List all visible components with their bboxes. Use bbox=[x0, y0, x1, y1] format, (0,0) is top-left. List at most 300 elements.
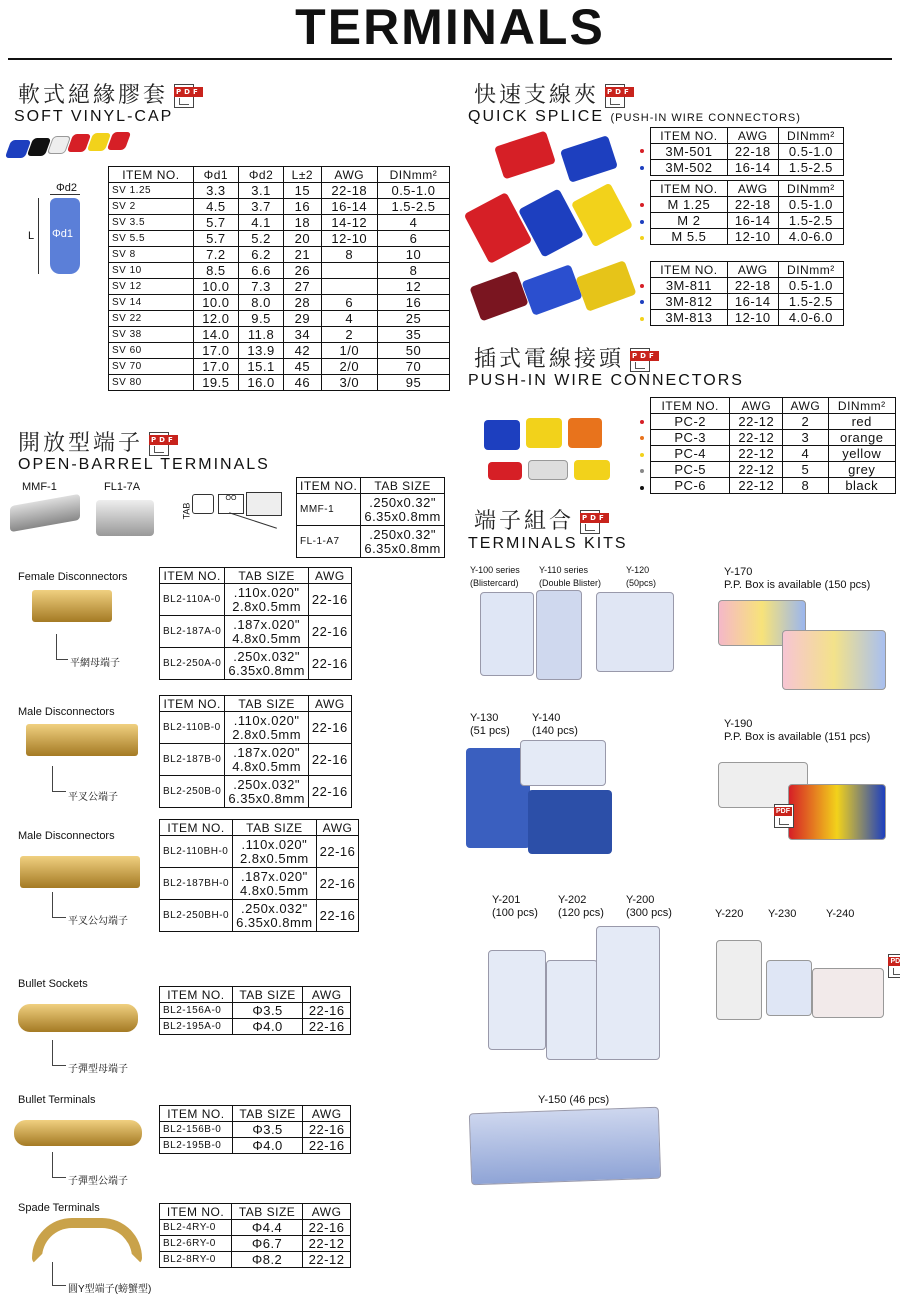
table-cell: 1.5-2.5 bbox=[377, 199, 449, 215]
table-row bbox=[160, 1236, 351, 1252]
tab-size-mm: 4.8x0.5mm bbox=[232, 630, 302, 646]
table-row bbox=[651, 229, 844, 245]
table-cell: ITEM NO. bbox=[160, 820, 233, 836]
table-cell: 28 bbox=[284, 295, 321, 311]
table-cell: 2/0 bbox=[321, 359, 377, 375]
y200-kit-image bbox=[596, 926, 660, 1060]
table-cell: DINmm² bbox=[377, 167, 449, 183]
y220-caption: Y-220 bbox=[715, 908, 744, 920]
table-row bbox=[651, 213, 844, 229]
bullet-terminal-image bbox=[14, 1120, 142, 1146]
table-cell: 3M-502 bbox=[651, 160, 728, 176]
table-cell: BL2-8RY-0 bbox=[160, 1252, 232, 1268]
table-cell: SV 8 bbox=[109, 247, 194, 263]
table-cell: 27 bbox=[284, 279, 321, 295]
table-cell: 22-12 bbox=[303, 1236, 351, 1252]
table-row bbox=[109, 279, 450, 295]
table-cell: 16 bbox=[377, 295, 449, 311]
table-cell: 26 bbox=[284, 263, 321, 279]
tab-size-inch: .250x0.32" bbox=[369, 526, 436, 542]
table-cell: 22-16 bbox=[303, 1220, 351, 1236]
table-cell: 1/0 bbox=[321, 343, 377, 359]
table-cell: 3M-812 bbox=[651, 294, 728, 310]
table-cell: 13.9 bbox=[238, 343, 283, 359]
table-cell: TAB SIZE bbox=[232, 987, 303, 1003]
table-row bbox=[651, 310, 844, 326]
table-row bbox=[109, 311, 450, 327]
mmf1-label: MMF-1 bbox=[22, 481, 57, 493]
table-cell: SV 1.25 bbox=[109, 183, 194, 199]
push-in-zh-heading: 插式電線接頭PDF bbox=[474, 342, 650, 373]
table-row bbox=[109, 183, 450, 199]
table-cell: 22-16 bbox=[316, 900, 359, 932]
y140-box-image bbox=[528, 790, 612, 854]
female-disconnectors-table bbox=[159, 567, 352, 680]
table-cell: 22-16 bbox=[308, 776, 351, 808]
table-cell: TAB SIZE bbox=[232, 1106, 303, 1122]
table-cell: BL2-110B-0 bbox=[160, 712, 225, 744]
table-cell: 22-16 bbox=[308, 648, 351, 680]
table-row bbox=[160, 1106, 351, 1122]
table-cell: 22-12 bbox=[730, 414, 783, 430]
tab-size-inch: .250x.032" bbox=[233, 776, 300, 792]
table-cell: 10 bbox=[377, 247, 449, 263]
y201-kit-image bbox=[488, 950, 546, 1050]
table-cell: 0.5-1.0 bbox=[778, 278, 843, 294]
table-row bbox=[651, 478, 896, 494]
tab-diagram: TAB OO bbox=[178, 488, 288, 540]
table-cell: 22-16 bbox=[316, 868, 359, 900]
table-cell: Φd1 bbox=[193, 167, 238, 183]
table-cell: TAB SIZE bbox=[232, 1204, 303, 1220]
y202-kit-image bbox=[546, 960, 598, 1060]
table-cell: 22-16 bbox=[308, 744, 351, 776]
table-row bbox=[160, 568, 352, 584]
table-cell: 4.5 bbox=[193, 199, 238, 215]
table-cell: BL2-250A-0 bbox=[160, 648, 225, 680]
table-cell: 46 bbox=[284, 375, 321, 391]
table-cell: SV 3.5 bbox=[109, 215, 194, 231]
table-cell: 22-18 bbox=[727, 278, 778, 294]
table-cell: ITEM NO. bbox=[160, 568, 225, 584]
y190-caption: Y-190 P.P. Box is available (151 pcs) bbox=[724, 718, 871, 743]
table-row bbox=[651, 398, 896, 414]
table-cell: 14.0 bbox=[193, 327, 238, 343]
table-cell: DINmm² bbox=[778, 128, 843, 144]
table-cell: 22-16 bbox=[308, 584, 351, 616]
table-cell: PC-3 bbox=[651, 430, 730, 446]
table-cell: 22-16 bbox=[316, 836, 359, 868]
tab-size-mm: 6.35x0.8mm bbox=[228, 790, 305, 806]
table-row bbox=[297, 494, 445, 526]
table-row bbox=[109, 343, 450, 359]
vinyl-en-heading: SOFT VINYL-CAP bbox=[14, 108, 174, 125]
table-row bbox=[109, 215, 450, 231]
table-row bbox=[160, 776, 352, 808]
fl17a-label: FL1-7A bbox=[104, 481, 141, 493]
table-cell: 22-16 bbox=[303, 1138, 351, 1154]
table-row bbox=[651, 462, 896, 478]
bullet-terminals-table bbox=[159, 1105, 351, 1154]
table-cell: 15 bbox=[284, 183, 321, 199]
table-cell: ITEM NO. bbox=[651, 128, 728, 144]
table-cell: Φ3.5 bbox=[232, 1122, 303, 1138]
table-cell: 12-10 bbox=[727, 310, 778, 326]
table-row bbox=[160, 712, 352, 744]
table-cell: 22-16 bbox=[308, 616, 351, 648]
table-row bbox=[160, 648, 352, 680]
table-cell: 8 bbox=[783, 478, 828, 494]
table-row bbox=[109, 327, 450, 343]
table-cell: Φ4.0 bbox=[232, 1019, 303, 1035]
quick-splice-table-3m-800 bbox=[650, 261, 844, 326]
table-cell: Φ8.2 bbox=[232, 1252, 303, 1268]
table-cell: TAB SIZE bbox=[233, 820, 317, 836]
tab-size-inch: .187x.020" bbox=[241, 868, 308, 884]
tab-size-inch: .187x.020" bbox=[233, 744, 300, 760]
table-cell: 16-14 bbox=[321, 199, 377, 215]
table-cell: M 5.5 bbox=[651, 229, 728, 245]
table-cell: 4 bbox=[321, 311, 377, 327]
table-cell: 16-14 bbox=[727, 160, 778, 176]
table-cell: 0.5-1.0 bbox=[377, 183, 449, 199]
y202-caption: Y-202 (120 pcs) bbox=[558, 894, 604, 919]
table-cell: 19.5 bbox=[193, 375, 238, 391]
table-cell: grey bbox=[828, 462, 896, 478]
table-cell: SV 14 bbox=[109, 295, 194, 311]
y170-caption: Y-170 P.P. Box is available (150 pcs) bbox=[724, 566, 871, 591]
table-cell bbox=[321, 263, 377, 279]
table-cell: AWG bbox=[303, 1204, 351, 1220]
table-row bbox=[160, 616, 352, 648]
bullet-socket-zh-label: 子彈型母端子 bbox=[68, 1064, 128, 1075]
table-cell: 9.5 bbox=[238, 311, 283, 327]
table-cell: MMF-1 bbox=[297, 494, 361, 526]
table-cell: 34 bbox=[284, 327, 321, 343]
table-row bbox=[160, 696, 352, 712]
male-disconnectors-table bbox=[159, 695, 352, 808]
table-row bbox=[651, 181, 844, 197]
table-cell: 1.5-2.5 bbox=[778, 160, 843, 176]
table-cell: 6 bbox=[321, 295, 377, 311]
table-row bbox=[109, 295, 450, 311]
pdf-icon[interactable] bbox=[888, 954, 900, 978]
table-cell: AWG bbox=[727, 181, 778, 197]
table-cell: 25 bbox=[377, 311, 449, 327]
table-cell bbox=[361, 494, 445, 526]
table-cell: M 1.25 bbox=[651, 197, 728, 213]
table-cell: 8 bbox=[321, 247, 377, 263]
y120-caption: Y-120 (50pcs) bbox=[626, 565, 657, 588]
table-cell: 11.8 bbox=[238, 327, 283, 343]
quick-splice-images bbox=[468, 130, 644, 340]
y150-caption: Y-150 (46 pcs) bbox=[538, 1094, 610, 1106]
tab-size-inch: .250x0.32" bbox=[369, 494, 436, 510]
table-cell: 22-12 bbox=[730, 446, 783, 462]
table-row bbox=[160, 1138, 351, 1154]
table-cell: PC-2 bbox=[651, 414, 730, 430]
table-cell: 12-10 bbox=[321, 231, 377, 247]
table-cell: 29 bbox=[284, 311, 321, 327]
tab-size-inch: .250x.032" bbox=[241, 900, 308, 916]
open-barrel-zh-heading: 開放型端子PDF bbox=[18, 426, 169, 457]
table-cell: 4 bbox=[377, 215, 449, 231]
table-cell: Φ4.4 bbox=[232, 1220, 303, 1236]
table-cell: Φ3.5 bbox=[232, 1003, 303, 1019]
y100-caption: Y-100 series (Blistercard) bbox=[470, 565, 520, 588]
bullet-socket-image bbox=[18, 1004, 138, 1032]
table-cell: DINmm² bbox=[778, 262, 843, 278]
open-barrel-en-heading: OPEN-BARREL TERMINALS bbox=[18, 456, 270, 473]
table-row bbox=[651, 197, 844, 213]
tab-size-inch: .110x.020" bbox=[233, 584, 300, 600]
table-cell: Φd2 bbox=[238, 167, 283, 183]
table-cell: 10.0 bbox=[193, 279, 238, 295]
open-barrel-table bbox=[296, 477, 445, 558]
table-cell: 7.3 bbox=[238, 279, 283, 295]
table-cell: 3 bbox=[783, 430, 828, 446]
table-cell bbox=[321, 279, 377, 295]
table-cell: 22-18 bbox=[727, 197, 778, 213]
table-cell: 16-14 bbox=[727, 294, 778, 310]
tab-size-mm: 2.8x0.5mm bbox=[232, 598, 302, 614]
table-row bbox=[651, 262, 844, 278]
mmf1-terminal-image bbox=[10, 494, 80, 532]
y170-box-image bbox=[782, 630, 886, 690]
y200-caption: Y-200 (300 pcs) bbox=[626, 894, 672, 919]
kits-zh-heading: 端子組合PDF bbox=[474, 504, 600, 535]
table-cell: 22-12 bbox=[303, 1252, 351, 1268]
table-cell: 5 bbox=[783, 462, 828, 478]
table-row bbox=[160, 836, 359, 868]
vinyl-zh-heading: 軟式絕緣膠套PDF bbox=[18, 78, 194, 109]
table-cell: 6.2 bbox=[238, 247, 283, 263]
table-cell: BL2-6RY-0 bbox=[160, 1236, 232, 1252]
y240-caption: Y-240 bbox=[826, 908, 855, 920]
table-row bbox=[160, 987, 351, 1003]
table-cell: 20 bbox=[284, 231, 321, 247]
table-cell: 4 bbox=[783, 446, 828, 462]
table-cell: red bbox=[828, 414, 896, 430]
table-cell: 3.3 bbox=[193, 183, 238, 199]
push-in-connectors-image bbox=[478, 398, 628, 490]
tab-size-mm: 4.8x0.5mm bbox=[232, 758, 302, 774]
table-cell: AWG bbox=[783, 398, 828, 414]
table-cell: 2 bbox=[321, 327, 377, 343]
table-cell: 17.0 bbox=[193, 343, 238, 359]
pdf-icon[interactable] bbox=[774, 804, 794, 828]
table-row bbox=[109, 167, 450, 183]
male-hook-disconnector-image bbox=[20, 856, 140, 888]
table-cell: AWG bbox=[321, 167, 377, 183]
table-row bbox=[160, 900, 359, 932]
table-cell: 22-12 bbox=[730, 462, 783, 478]
table-row bbox=[160, 1204, 351, 1220]
male-hook-disconnectors-table bbox=[159, 819, 359, 932]
tab-size-inch: .110x.020" bbox=[233, 712, 300, 728]
y130-caption: Y-130 (51 pcs) bbox=[470, 712, 510, 737]
table-row bbox=[160, 1252, 351, 1268]
table-cell: 18 bbox=[284, 215, 321, 231]
table-row bbox=[109, 263, 450, 279]
cap-blue bbox=[5, 140, 32, 158]
table-cell: ITEM NO. bbox=[109, 167, 194, 183]
table-cell: 22-12 bbox=[730, 478, 783, 494]
table-cell: 0.5-1.0 bbox=[778, 197, 843, 213]
spade-zh-label: 圓Y型端子(螃蟹型) bbox=[68, 1284, 152, 1295]
bullet-sockets-label: Bullet Sockets bbox=[18, 978, 88, 990]
table-cell: 14-12 bbox=[321, 215, 377, 231]
table-row bbox=[160, 1220, 351, 1236]
table-row bbox=[160, 744, 352, 776]
table-cell: ITEM NO. bbox=[160, 696, 225, 712]
table-cell: 35 bbox=[377, 327, 449, 343]
table-cell: AWG bbox=[303, 987, 351, 1003]
table-cell: M 2 bbox=[651, 213, 728, 229]
table-cell: ITEM NO. bbox=[160, 1106, 233, 1122]
y140-kit-image bbox=[520, 740, 606, 786]
y140-caption: Y-140 (140 pcs) bbox=[532, 712, 578, 737]
male2-zh-label: 平叉公勾端子 bbox=[68, 916, 128, 927]
y201-caption: Y-201 (100 pcs) bbox=[492, 894, 538, 919]
table-row bbox=[109, 375, 450, 391]
table-row bbox=[297, 526, 445, 558]
bullet-sockets-table bbox=[159, 986, 351, 1035]
push-in-en-heading: PUSH-IN WIRE CONNECTORS bbox=[468, 372, 744, 389]
table-row bbox=[109, 359, 450, 375]
table-cell: 12 bbox=[377, 279, 449, 295]
table-cell: 50 bbox=[377, 343, 449, 359]
table-cell: 22-16 bbox=[308, 712, 351, 744]
table-cell: SV 22 bbox=[109, 311, 194, 327]
table-row bbox=[651, 414, 896, 430]
table-cell: TAB SIZE bbox=[225, 696, 309, 712]
spade-terminals-label: Spade Terminals bbox=[18, 1202, 100, 1214]
table-cell: PC-6 bbox=[651, 478, 730, 494]
table-cell: BL2-195B-0 bbox=[160, 1138, 233, 1154]
table-cell: 1.5-2.5 bbox=[778, 294, 843, 310]
male-disconnector-image bbox=[26, 724, 138, 756]
table-cell: AWG bbox=[730, 398, 783, 414]
table-row bbox=[651, 430, 896, 446]
table-cell: 22-16 bbox=[303, 1019, 351, 1035]
table-cell: 3.1 bbox=[238, 183, 283, 199]
quick-splice-en-heading: QUICK SPLICE (PUSH-IN WIRE CONNECTORS) bbox=[468, 108, 801, 125]
bullet-terminals-label: Bullet Terminals bbox=[18, 1094, 96, 1106]
table-cell: 70 bbox=[377, 359, 449, 375]
table-cell: 16.0 bbox=[238, 375, 283, 391]
table-cell: 21 bbox=[284, 247, 321, 263]
table-cell: 5.7 bbox=[193, 231, 238, 247]
table-cell: L±2 bbox=[284, 167, 321, 183]
table-cell: 7.2 bbox=[193, 247, 238, 263]
pdf-icon[interactable] bbox=[174, 84, 194, 108]
table-cell: SV 80 bbox=[109, 375, 194, 391]
pdf-icon[interactable] bbox=[580, 510, 600, 534]
table-cell: BL2-4RY-0 bbox=[160, 1220, 232, 1236]
quick-splice-zh-heading: 快速支線夾PDF bbox=[474, 78, 625, 109]
table-cell: 3M-813 bbox=[651, 310, 728, 326]
female-disconnector-image bbox=[32, 590, 112, 622]
table-cell: SV 12 bbox=[109, 279, 194, 295]
table-cell: ITEM NO. bbox=[160, 987, 233, 1003]
table-cell bbox=[225, 744, 309, 776]
y230-caption: Y-230 bbox=[768, 908, 797, 920]
table-row bbox=[160, 1003, 351, 1019]
table-row bbox=[651, 144, 844, 160]
table-row bbox=[160, 1122, 351, 1138]
pdf-icon[interactable] bbox=[149, 432, 169, 456]
female-zh-label: 平網母端子 bbox=[70, 658, 120, 669]
table-cell: 5.7 bbox=[193, 215, 238, 231]
push-in-table bbox=[650, 397, 896, 494]
pdf-icon[interactable] bbox=[630, 348, 650, 372]
table-cell: BL2-187A-0 bbox=[160, 616, 225, 648]
table-row bbox=[160, 584, 352, 616]
tab-size-inch: .187x.020" bbox=[233, 616, 300, 632]
table-row bbox=[160, 820, 359, 836]
male1-zh-label: 平叉公端子 bbox=[68, 792, 118, 803]
table-cell: yellow bbox=[828, 446, 896, 462]
table-cell bbox=[361, 526, 445, 558]
y110-caption: Y-110 series (Double Blister) bbox=[539, 565, 602, 588]
table-cell: ITEM NO. bbox=[651, 262, 728, 278]
tab-size-mm: 6.35x0.8mm bbox=[236, 914, 313, 930]
table-cell: BL2-156B-0 bbox=[160, 1122, 233, 1138]
y150-kit-image bbox=[469, 1107, 661, 1186]
table-row bbox=[109, 199, 450, 215]
bullet-terminal-zh-label: 子彈型公端子 bbox=[68, 1176, 128, 1187]
table-cell bbox=[233, 836, 317, 868]
table-cell: AWG bbox=[308, 568, 351, 584]
table-cell: AWG bbox=[316, 820, 359, 836]
vinyl-caps-image bbox=[8, 130, 132, 166]
tab-size-mm: 2.8x0.5mm bbox=[239, 850, 309, 866]
male-disconnectors-label: Male Disconnectors bbox=[18, 706, 115, 718]
table-cell: 5.2 bbox=[238, 231, 283, 247]
table-cell: BL2-110A-0 bbox=[160, 584, 225, 616]
quick-splice-table-m bbox=[650, 180, 844, 245]
table-row bbox=[651, 278, 844, 294]
table-cell bbox=[225, 648, 309, 680]
table-cell: 3.7 bbox=[238, 199, 283, 215]
table-cell: BL2-110BH-0 bbox=[160, 836, 233, 868]
table-cell: BL2-250B-0 bbox=[160, 776, 225, 808]
table-cell: ITEM NO. bbox=[297, 478, 361, 494]
table-cell bbox=[225, 584, 309, 616]
y110-kit-image bbox=[536, 590, 582, 680]
fl17a-terminal-image bbox=[96, 500, 154, 536]
pdf-icon[interactable] bbox=[605, 84, 625, 108]
table-row bbox=[160, 1019, 351, 1035]
spade-terminal-image bbox=[32, 1218, 142, 1264]
table-cell bbox=[233, 900, 317, 932]
table-cell: SV 60 bbox=[109, 343, 194, 359]
spade-terminals-table bbox=[159, 1203, 351, 1268]
table-cell: 0.5-1.0 bbox=[778, 144, 843, 160]
table-cell: SV 2 bbox=[109, 199, 194, 215]
table-cell: 17.0 bbox=[193, 359, 238, 375]
vinyl-spec-table bbox=[108, 166, 450, 391]
title-rule bbox=[8, 58, 892, 60]
table-cell: TAB SIZE bbox=[225, 568, 309, 584]
table-cell bbox=[225, 616, 309, 648]
y120-kit-image bbox=[596, 592, 674, 672]
table-cell: AWG bbox=[308, 696, 351, 712]
table-cell: 22-18 bbox=[321, 183, 377, 199]
tab-size-mm: 4.8x0.5mm bbox=[239, 882, 309, 898]
table-cell: 10.0 bbox=[193, 295, 238, 311]
